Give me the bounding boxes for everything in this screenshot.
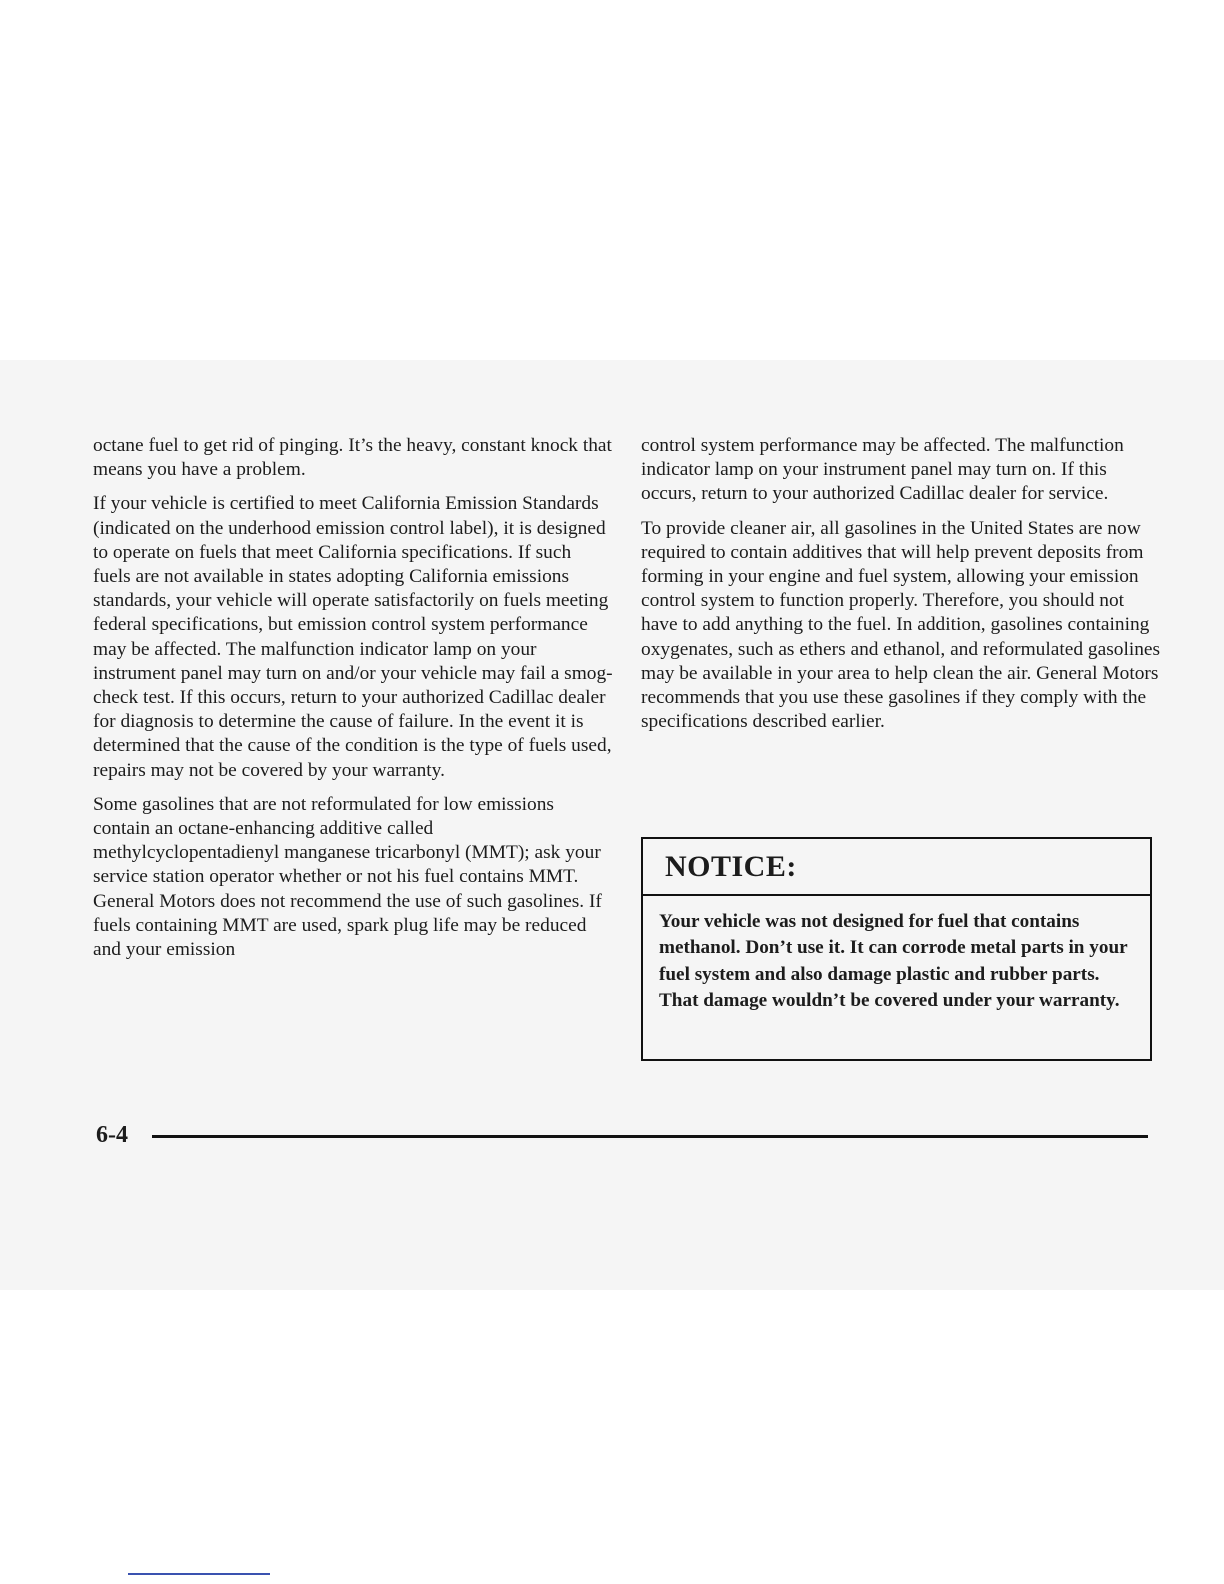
paragraph-cleaner-air: To provide cleaner air, all gasolines in the United States are now required to contain additives that will help prevent deposits from forming in your engine and fuel system, allowing your emission control system to function properly. Therefore, you should not have to add anything to the fuel. In addition, gasolines containing oxygenates, such as ethers and ethanol, and reformulated gasolines may be available in your area to help clean the air. General Motors recommends that you use these gasolines if they comply with the specifications described earlier. xyxy=(641,517,1161,733)
paragraph-emission-continued: control system performance may be affected. The malfunction indicator lamp on your instrument panel may turn on. If this occurs, return to your authorized Cadillac dealer for service. xyxy=(641,435,1124,505)
left-column xyxy=(93,434,613,972)
notice-text: Your vehicle was not designed for fuel that contains methanol. Don’t use it. It can corrode metal parts in your fuel system and also damage plastic and rubber parts. That damage wouldn’t be covered under your warranty. xyxy=(659,911,1128,1012)
right-column xyxy=(641,434,1161,744)
paragraph-mmt: Some gasolines that are not reformulated for low emissions contain an octane-enhancing additive called methylcyclopentadienyl manganese tricarbonyl (MMT); ask your service station operator whether or not his fuel contains MMT. General Motors does not recommend the use of such gasolines. If fuels containing MMT are used, spark plug life may be reduced and your emission xyxy=(93,793,602,961)
footer-rule xyxy=(152,1135,1148,1138)
notice-title: NOTICE: xyxy=(643,839,1150,896)
paragraph-pinging: octane fuel to get rid of pinging. It’s the heavy, constant knock that means you have a problem. xyxy=(93,435,612,481)
bottom-link-underline xyxy=(128,1573,270,1575)
page-number: 6-4 xyxy=(96,1122,128,1148)
notice-box xyxy=(641,837,1152,1061)
paragraph-california-emission: If your vehicle is certified to meet California Emission Standards (indicated on the underhood emission control label), it is designed to operate on fuels that meet California specifications. If such fuels are not available in states adopting California emissions standards, your vehicle will operate satisfactorily on fuels meeting federal specifications, but emission control system performance may be affected. The malfunction indicator lamp on your instrument panel may turn on and/or your vehicle may fail a smog-check test. If this occurs, return to your authorized Cadillac dealer for diagnosis to determine the cause of failure. In the event it is determined that the cause of the condition is the type of fuels used, repairs may not be covered by your warranty. xyxy=(93,493,613,781)
